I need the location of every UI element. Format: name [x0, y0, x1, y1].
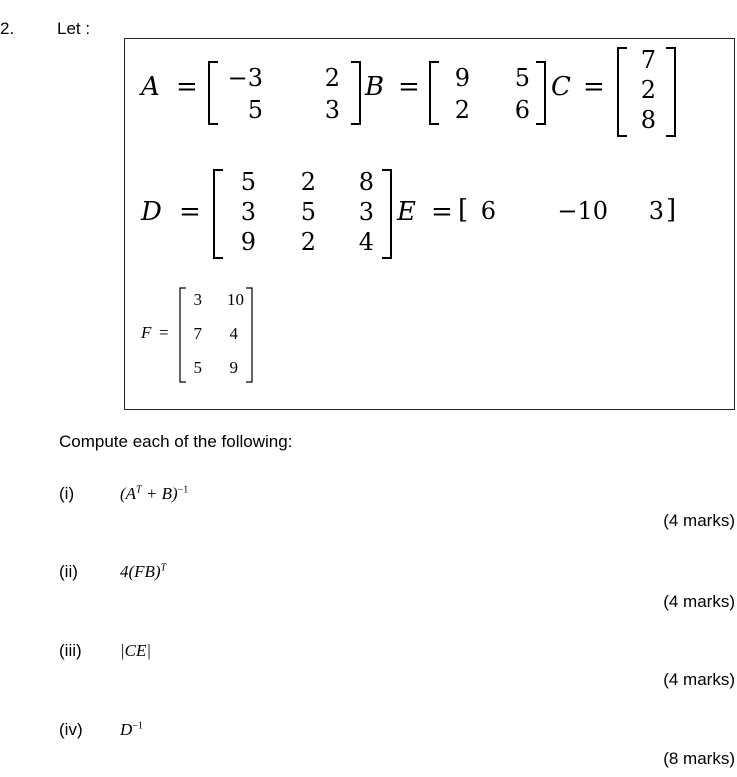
equals-sign: =	[176, 72, 198, 102]
matrix-b-cell: 2	[454, 96, 470, 124]
equals-sign: =	[398, 72, 420, 102]
expr-superscript: −1	[132, 720, 143, 732]
matrix-a-cell: 2	[324, 64, 340, 92]
part-expression: |CE|	[120, 641, 152, 660]
matrix-d-cell: 5	[300, 198, 316, 226]
part-label: (iii)	[59, 641, 82, 660]
matrix-e-cell: 6	[480, 197, 496, 225]
equals-sign: =	[159, 323, 169, 342]
expr-middle: + B)	[141, 484, 178, 503]
matrix-f-name: F	[141, 323, 152, 342]
matrix-f-cell: 7	[193, 324, 202, 343]
matrix-b-name: B	[365, 72, 385, 102]
matrix-e-close-bracket: ]	[666, 195, 677, 225]
matrix-e-cell: 3	[648, 197, 664, 225]
part-label: (ii)	[59, 562, 78, 581]
expr-main: 4(FB)	[120, 562, 161, 581]
matrix-a-cell: 5	[247, 96, 263, 124]
matrix-a-cell: 3	[324, 96, 340, 124]
matrix-d-cell: 2	[300, 228, 316, 256]
matrix-b-cell: 5	[514, 64, 530, 92]
part-marks: (8 marks)	[663, 749, 735, 768]
matrix-b-cell: 9	[454, 64, 470, 92]
part-label: (i)	[59, 484, 75, 503]
equals-sign: =	[179, 197, 201, 227]
part-marks: (4 marks)	[663, 511, 735, 530]
matrix-d-cell: 3	[240, 198, 256, 226]
matrix-c-cell: 8	[640, 106, 656, 134]
instruction-text: Compute each of the following:	[59, 432, 293, 451]
part-expression	[120, 484, 188, 504]
question-number: 2.	[0, 19, 15, 38]
matrix-d-cell: 4	[358, 228, 374, 256]
matrix-f-cell: 9	[229, 358, 238, 377]
matrix-e-open-bracket: [	[458, 195, 469, 225]
part-expression	[120, 562, 166, 582]
matrix-d-cell: 5	[240, 168, 256, 196]
matrix-a-cell: −3	[227, 64, 263, 92]
matrix-f-cell: 10	[227, 290, 244, 309]
matrix-e-cell: −10	[557, 197, 608, 225]
matrix-c-cell: 2	[640, 76, 656, 104]
matrix-f-cell: 3	[193, 290, 202, 309]
matrix-d-cell: 8	[358, 168, 374, 196]
matrix-c-cell: 7	[640, 46, 656, 74]
matrix-a-name: A	[141, 72, 160, 102]
part-label: (iv)	[59, 720, 83, 739]
equals-sign: =	[583, 72, 605, 102]
part-marks: (4 marks)	[663, 670, 735, 689]
expr-superscript: T	[136, 484, 142, 496]
expr-superscript-2: −1	[177, 484, 189, 496]
matrix-d-cell: 3	[358, 198, 374, 226]
equals-sign: =	[431, 197, 453, 227]
matrix-d-cell: 9	[240, 228, 256, 256]
part-marks: (4 marks)	[663, 592, 735, 611]
expr-main: D	[120, 720, 133, 739]
matrix-f-cell: 4	[229, 324, 238, 343]
part-expression	[120, 720, 143, 740]
matrix-e-name: E	[397, 197, 416, 227]
expr-main: (A	[120, 484, 137, 503]
matrix-f-cell: 5	[193, 358, 202, 377]
matrix-d-name: D	[141, 197, 162, 227]
matrix-d-cell: 2	[300, 168, 316, 196]
question-intro: Let :	[57, 19, 91, 38]
expr-superscript: T	[160, 562, 167, 574]
matrix-c-name: C	[551, 72, 571, 102]
matrix-b-cell: 6	[514, 96, 530, 124]
